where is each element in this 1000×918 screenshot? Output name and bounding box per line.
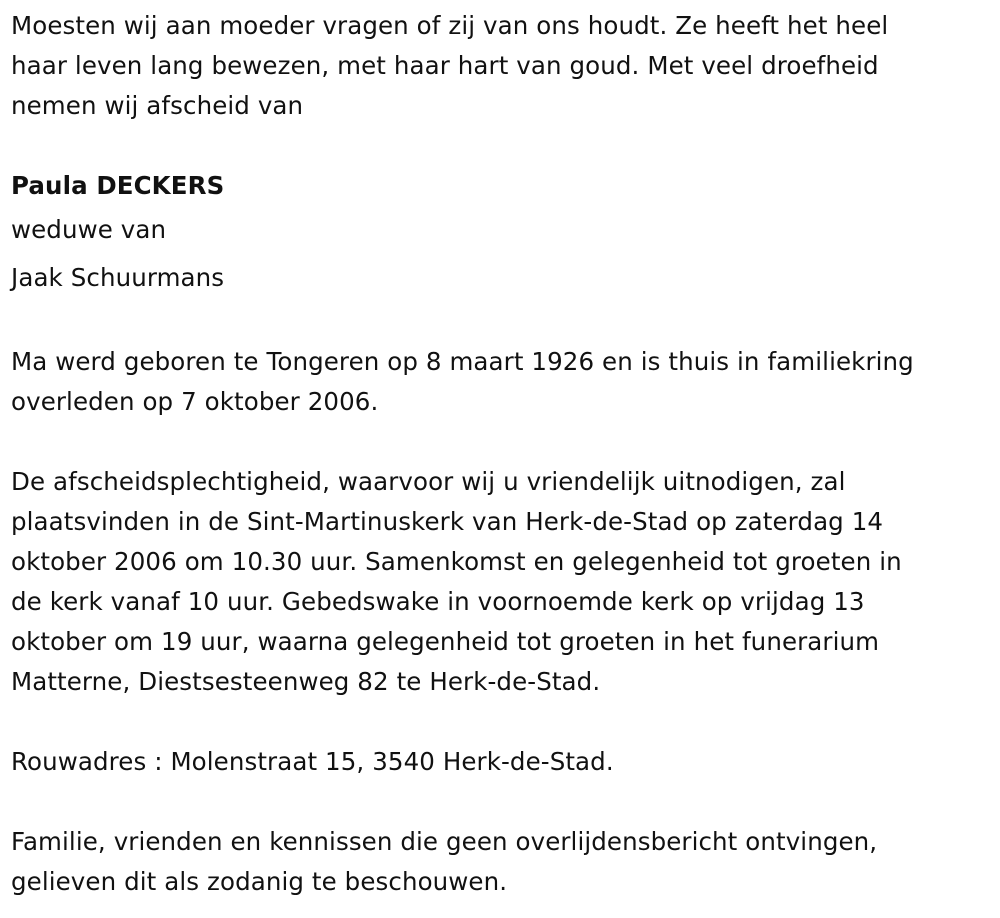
ceremony-paragraph: De afscheidsplechtigheid, waarvoor wij u vriendelijk uitnodigen, zal plaatsvinden in de Sint-Martinuskerk van Herk-de-Stad op zaterdag 14 oktober 2006 om 10.30 uur. Samenkomst en gelegenheid tot groeten in de kerk vanaf 10 uur. Gebedswake in voornoemde kerk op vrijdag 13 oktober om 19 uur, waarna gelegenheid tot groeten in het funerarium Matterne, Diestsesteenweg 82 te Herk-de-Stad. — [11, 467, 902, 696]
deceased-name: Paula DECKERS — [11, 171, 225, 200]
closing-paragraph: Familie, vrienden en kennissen die geen overlijdensbericht ontvingen, gelieven dit als zodanig te beschouwen. — [11, 827, 878, 896]
address-line: Rouwadres : Molenstraat 15, 3540 Herk-de-Stad. — [11, 747, 614, 776]
birth-death-paragraph: Ma werd geboren te Tongeren op 8 maart 1926 en is thuis in familiekring overleden op 7 oktober 2006. — [11, 347, 914, 416]
spacer — [11, 782, 1000, 822]
spacer — [11, 302, 1000, 342]
spacer — [11, 702, 1000, 742]
spacer — [11, 422, 1000, 462]
spouse-name: Jaak Schuurmans — [11, 263, 225, 292]
relation-text: weduwe van — [11, 215, 167, 244]
intro-paragraph: Moesten wij aan moeder vragen of zij van ons houdt. Ze heeft het heel haar leven lang bewezen, met haar hart van goud. Met veel droefheid nemen wij afscheid van — [11, 11, 889, 120]
spacer — [11, 126, 1000, 166]
